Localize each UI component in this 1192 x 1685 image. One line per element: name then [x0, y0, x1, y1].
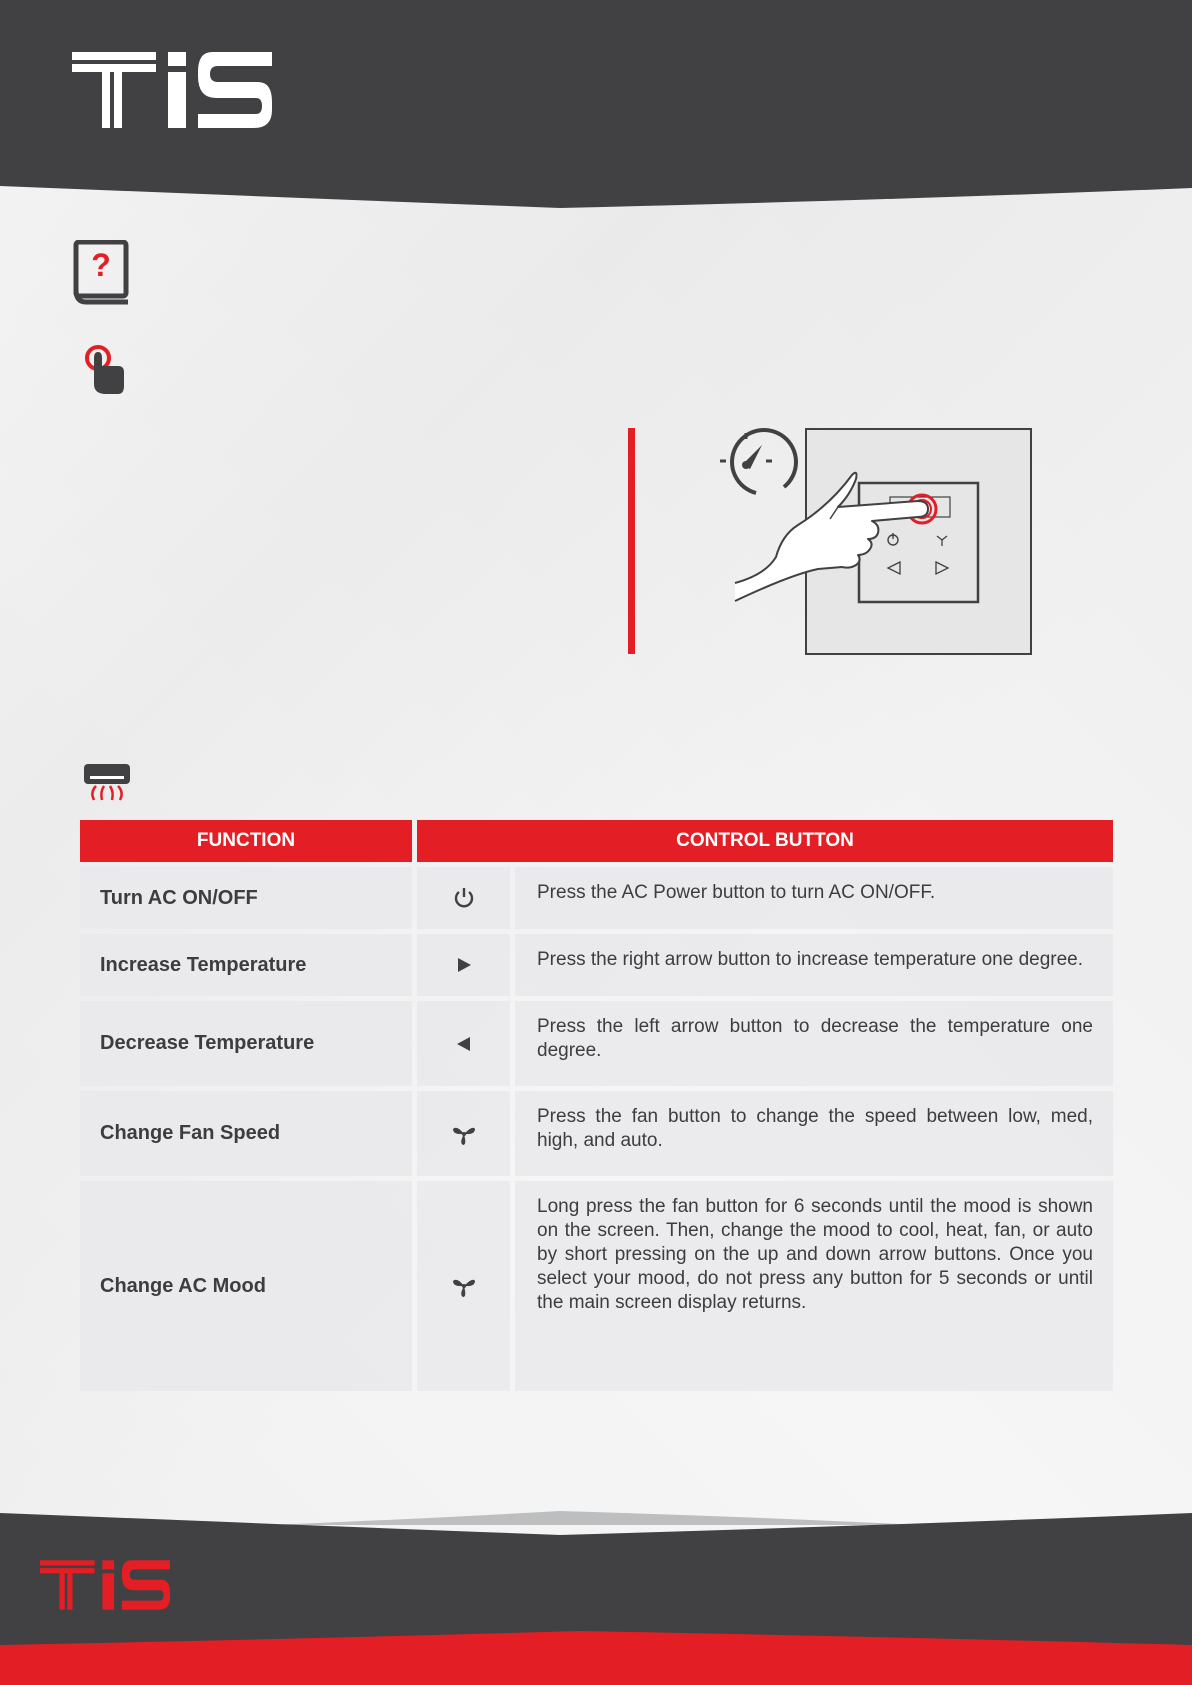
header-function: FUNCTION: [80, 820, 412, 862]
function-description: Press the left arrow button to decrease the temperature one degree.: [515, 1001, 1113, 1086]
tis-logo-top: [72, 52, 272, 128]
function-description: Press the fan button to change the speed between low, med, high, and auto.: [515, 1091, 1113, 1176]
table-header: [80, 820, 1113, 862]
panel-press-illustration: [710, 425, 1035, 657]
fan-icon: [417, 1181, 510, 1391]
function-table: [80, 820, 1113, 1391]
table-row: [80, 1181, 1113, 1391]
footer-shape: [0, 1505, 1192, 1685]
arrow-right-icon: [417, 934, 510, 996]
fan-icon: [417, 1091, 510, 1176]
table-row: [80, 867, 1113, 929]
table-row: [80, 1091, 1113, 1176]
svg-text:?: ?: [91, 247, 111, 283]
air-conditioner-icon: [82, 762, 132, 802]
function-label: Change Fan Speed: [80, 1091, 412, 1176]
book-question-icon: [72, 240, 132, 306]
function-description: Press the right arrow button to increase temperature one degree.: [515, 934, 1113, 996]
arrow-left-icon: [417, 1001, 510, 1086]
function-label: Increase Temperature: [80, 934, 412, 996]
table-row: [80, 934, 1113, 996]
red-divider-bar: [628, 428, 635, 654]
function-description: Long press the fan button for 6 seconds until the mood is shown on the screen. Then, change the mood to cool, heat, fan, or auto by short pressing on the up and down arrow buttons. Once you select your mood, do not press any button for 5 seconds or until the main screen display returns.: [515, 1181, 1113, 1391]
function-label: Change AC Mood: [80, 1181, 412, 1391]
tis-logo-bottom: [40, 1560, 170, 1610]
table-row: [80, 1001, 1113, 1086]
function-label: Decrease Temperature: [80, 1001, 412, 1086]
footer-band: [0, 1505, 1192, 1685]
header-control-button: CONTROL BUTTON: [417, 820, 1113, 862]
finger-touch-icon: [84, 344, 128, 396]
function-label: Turn AC ON/OFF: [80, 867, 412, 929]
function-description: Press the AC Power button to turn AC ON/OFF.: [515, 867, 1113, 929]
power-icon: [417, 867, 510, 929]
gauge-icon: [720, 430, 796, 493]
